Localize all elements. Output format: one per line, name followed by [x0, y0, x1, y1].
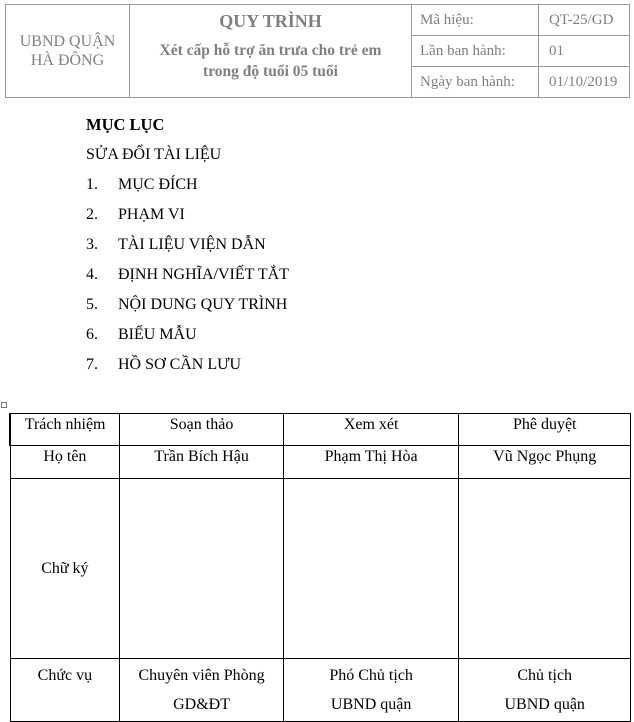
- table-row: [10, 446, 631, 479]
- role-reviewer: Xem xét: [283, 414, 459, 446]
- role-approver: Phê duyệt: [459, 414, 631, 446]
- toc-item-purpose[interactable]: [86, 175, 289, 205]
- approver-position-line-1: Chủ tịch: [517, 667, 573, 684]
- approver-position: [459, 659, 631, 722]
- organization-cell: [6, 5, 130, 98]
- toc-item-label: HỒ SƠ CẦN LƯU: [118, 356, 242, 373]
- toc-item-number: 6.: [86, 326, 98, 343]
- drafter-position-line-2: GD&ĐT: [173, 696, 230, 713]
- toc-item-scope[interactable]: [86, 205, 289, 235]
- toc-item-number: 7.: [86, 356, 98, 373]
- reviewer-position: [283, 659, 459, 722]
- drafter-signature-area: [120, 479, 284, 659]
- toc-item-forms[interactable]: [86, 325, 289, 355]
- issue-date-value: 01/10/2019: [539, 67, 630, 98]
- subtitle-line-2: trong độ tuổi 05 tuổi: [203, 63, 338, 80]
- document-header: [5, 4, 630, 98]
- toc-item-label: PHẠM VI: [118, 206, 185, 223]
- approval-table: [9, 413, 631, 722]
- toc-item-label: TÀI LIỆU VIỆN DẪN: [118, 236, 266, 253]
- drafter-position-line-1: Chuyên viên Phòng: [138, 667, 265, 684]
- toc-item-number: 2.: [86, 206, 98, 223]
- issue-date-label: Ngày ban hành:: [412, 67, 539, 98]
- approver-name: Vũ Ngọc Phụng: [459, 446, 631, 479]
- issue-number-label: Lần ban hành:: [412, 36, 539, 67]
- name-label: Họ tên: [10, 446, 120, 479]
- document-title: QUY TRÌNH: [219, 11, 322, 31]
- reviewer-position-line-2: UBND quận: [330, 696, 412, 713]
- toc-item-number: 4.: [86, 266, 98, 283]
- code-value: QT-25/GD: [539, 5, 630, 36]
- organization-line-1: UBND QUẬN: [19, 33, 116, 50]
- toc-item-records[interactable]: [86, 355, 289, 385]
- reviewer-position-line-1: Phó Chủ tịch: [329, 667, 413, 684]
- code-label: Mã hiệu:: [412, 5, 539, 36]
- reviewer-name: Phạm Thị Hòa: [283, 446, 459, 479]
- role-drafter: Soạn thảo: [120, 414, 284, 446]
- reviewer-signature-area: [283, 479, 459, 659]
- table-anchor-icon[interactable]: [1, 402, 7, 408]
- toc-item-label: MỤC ĐÍCH: [118, 176, 198, 193]
- toc-item-procedure[interactable]: [86, 295, 289, 325]
- toc-item-number: 3.: [86, 236, 98, 253]
- table-of-contents: [86, 114, 486, 373]
- toc-item-label: NỘI DUNG QUY TRÌNH: [118, 296, 288, 313]
- toc-item-label: ĐỊNH NGHĨA/VIẾT TẮT: [118, 266, 289, 283]
- table-row: [10, 659, 631, 722]
- responsibility-label: Trách nhiệm: [10, 414, 120, 446]
- table-row: [10, 479, 631, 659]
- drafter-name: Trần Bích Hậu: [120, 446, 284, 479]
- toc-item-number: 5.: [86, 296, 98, 313]
- toc-title: MỤC LỤC: [86, 115, 165, 134]
- title-cell: [130, 5, 412, 98]
- drafter-position: [120, 659, 284, 722]
- approver-position-line-2: UBND quận: [504, 696, 585, 713]
- toc-item-definitions[interactable]: [86, 265, 289, 295]
- document-subtitle: [130, 40, 411, 82]
- toc-item-number: 1.: [86, 176, 98, 193]
- toc-item-references[interactable]: [86, 235, 289, 265]
- issue-number-value: 01: [539, 36, 630, 67]
- approver-signature-area: [459, 479, 631, 659]
- organization-line-2: HÀ ĐÔNG: [30, 52, 105, 69]
- toc-revision-link[interactable]: SỬA ĐỔI TÀI LIỆU: [86, 146, 222, 163]
- toc-item-label: BIỂU MẪU: [118, 326, 197, 343]
- toc-list: [86, 175, 289, 385]
- position-label: Chức vụ: [10, 659, 120, 722]
- subtitle-line-1: Xét cấp hỗ trợ ăn trưa cho trẻ em: [159, 42, 382, 59]
- table-row: [10, 414, 631, 446]
- signature-label: Chữ ký: [10, 479, 120, 659]
